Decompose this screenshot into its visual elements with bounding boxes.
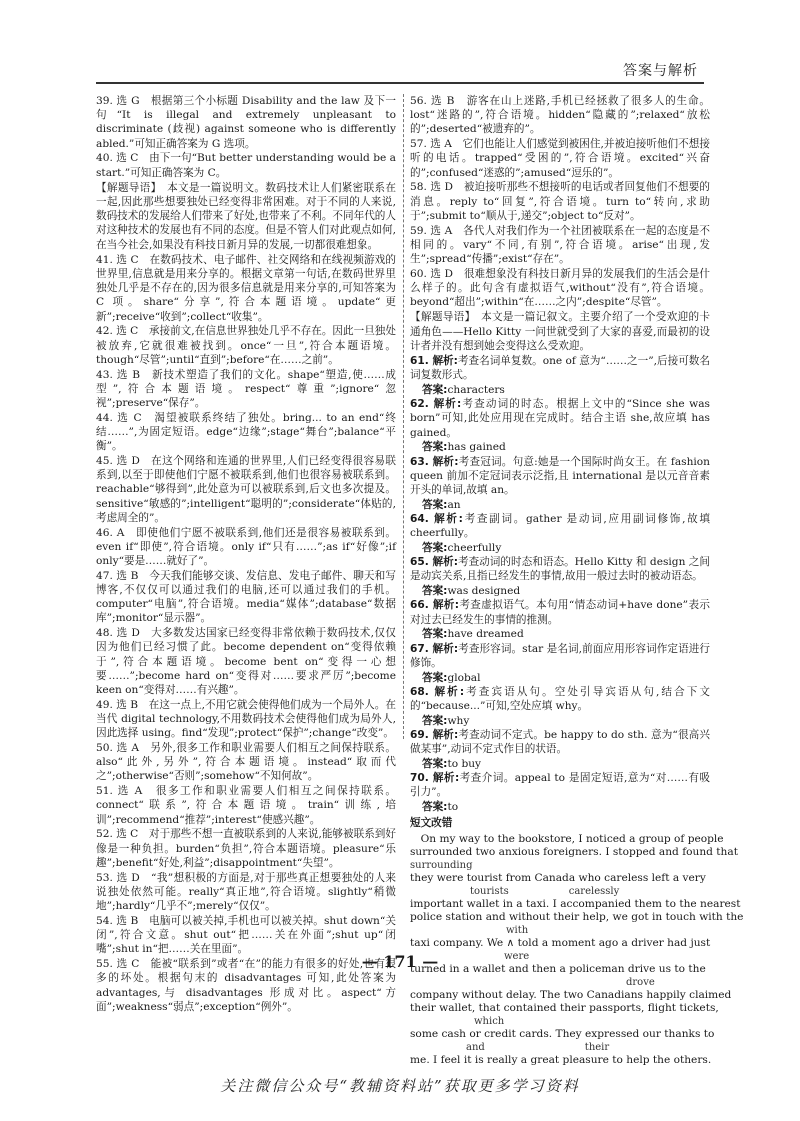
answer-block-62: 62. 解析:考查动词的时态。根据上文中的“Since she was born”可知,此处应用现在完成时。结合主语 she,故应填 has gained。 答案:has gained xyxy=(410,398,710,454)
answer-item-41: 41. 选 C 在数码技术、电子邮件、社交网络和在线视频游戏的世界里,信息就是用来分享的。根据文章第一句话,在数码世界里独处几乎是不存在的,因为很多信息就是用来分享的,可知答案为 C 项。share“分享”,符合本题语境。update“更新”;receive“收到”;collect“收集”。 xyxy=(96,253,396,323)
essay-line: some cash or credit cards. They expressed our thanks to xyxy=(410,1027,715,1040)
essay-correction-note: and their xyxy=(466,1041,610,1053)
answer-block-67: 67. 解析:考查形容词。star 是名词,前面应用形容词作定语进行修饰。 答案:global xyxy=(410,642,710,684)
answer-block-66: 66. 解析:考查虚拟语气。本句用“情态动词+have done”表示对过去已经发生的事情的推测。 答案:have dreamed xyxy=(410,599,711,641)
answer-item-46: 46. A 即使他们宁愿不被联系到,他们还是很容易被联系到。even if“即使”,符合语境。only if“只有……”;as if“好像”;if only“要是……就好了”。 xyxy=(96,526,396,568)
answer-item-47: 47. 选 B 今天我们能够交谈、发信息、发电子邮件、聊天和写博客,不仅仅可以通过我们的电脑,还可以通过我们的手机。computer“电脑”,符合语境。media“媒体”;database“数据库”;monitor“显示器”。 xyxy=(96,569,396,625)
answer-item-54: 54. 选 B 电脑可以被关掉,手机也可以被关掉。shut down“关闭”,符合文意。shut out“把……关在外面”;shut up“闭嘴”;shut in“把……关在里面”。 xyxy=(96,914,396,956)
essay-line: surrounded two anxious foreigners. I stopped and found that xyxy=(410,845,738,858)
answer-block-70: 70. 解析:考查介词。appeal to 是固定短语,意为“对……有吸引力”。 答案:to xyxy=(410,772,710,814)
answer-item-43: 43. 选 B 新技术塑造了我们的文化。shape“塑造,使……成型”,符合本题语境。respect“尊重”;ignore“忽视”;preserve“保存”。 xyxy=(96,368,396,410)
answer-item-40: 40. 选 C 由下一句“But better understanding would be a start.”可知正确答案为 C。 xyxy=(96,152,396,179)
answer-item-48: 48. 选 D 大多数发达国家已经变得非常依赖于数码技术,仅仅因为他们已经习惯了此。become dependent on“变得依赖于”,符合本题语境。become bent on“变得一心想要……”;become hard on“变得对……要求严厉”;become keen on“变得对……有兴趣”。 xyxy=(96,627,396,697)
answer-list xyxy=(410,354,710,814)
answer-item-59: 59. 选 A 各代人对我们作为一个社团被联系在一起的态度是不相同的。vary“不同,有别”,符合语境。arise“出现,发生”;spread“传播”;exist“存在”。 xyxy=(410,224,710,266)
essay-line: On my way to the bookstore, I noticed a group of people xyxy=(410,832,724,845)
essay-line: turned in a wallet and then a policeman drive us to the xyxy=(410,962,706,975)
answer-item-50: 50. 选 A 另外,很多工作和职业需要人们相互之间保持联系。also“此外,另外”,符合本题语境。instead“取而代之”;otherwise“否则”;somehow“不知何故”。 xyxy=(96,742,396,783)
left-column xyxy=(96,94,396,1015)
answer-item-58: 58. 选 D 被迫接听那些不想接听的电话或者回复他们不想要的消息。reply to“回复”,符合语境。turn to“转向,求助于”;submit to“顺从于,递交”;object to“反对”。 xyxy=(410,181,710,222)
essay-heading: 短文改错 xyxy=(410,817,453,830)
essay-correction-note: were xyxy=(504,950,530,962)
essay-correction-note: drove xyxy=(626,976,655,988)
essay-correction-note: surrounding xyxy=(410,859,473,871)
essay-line: taxi company. We ∧ told a moment ago a driver had just xyxy=(410,936,711,949)
header-title: 答案与解析 xyxy=(623,63,698,79)
answer-item-52: 52. 选 C 对于那些不想一直被联系到的人来说,能够被联系到好像是一种负担。burden“负担”,符合本题语境。pleasure“乐趣”;benefit“好处,利益”;disappointment“失望”。 xyxy=(96,828,396,869)
answer-item-39: 39. 选 G 根据第三个小标题 Disability and the law 及下一句“It is illegal and extremely unpleasant to discriminate (歧视) against someone who is differently abled.”可知正确答案为 G 选项。 xyxy=(96,95,396,150)
answer-block-63: 63. 解析:考查冠词。句意:她是一个国际时尚女王。在 fashion queen 前加不定冠词表示泛指,且 international 是以元音音素开头的单词,故填 an。 答案:an xyxy=(410,455,710,511)
answer-block-64: 64. 解析:考查副词。gather 是动词,应用副词修饰,故填 cheerfully。 答案:cheerfully xyxy=(410,513,710,555)
answer-item-57: 57. 选 A 它们也能让人们感觉到被困住,并被迫接听他们不想接听的电话。trapped“受困的”,符合语境。excited“兴奋的”;confused“迷惑的”;amused“逗乐的”。 xyxy=(410,138,710,179)
answer-item-55: 55. 选 C 能被“联系到”或者“在”的能力有很多的好处,也有很多的坏处。根据句末的 disadvantages 可知,此处答案为 advantages,与 disadvantages 形成对比。aspect“方面”;weakness“弱点”;exception“例外”。 xyxy=(96,958,396,1013)
page-header xyxy=(96,50,704,84)
answer-item-42: 42. 选 C 承接前文,在信息世界独处几乎不存在。因此一旦独处被放弃,它就很难被找到。once“一旦”,符合本题语境。though“尽管”;until“直到”;before“在……之前”。 xyxy=(96,325,396,366)
answer-item-51: 51. 选 A 很多工作和职业需要人们相互之间保持联系。connect“联系”,符合本题语境。train“训练,培训”;recommend“推荐”;interest“使感兴趣”。 xyxy=(96,785,396,826)
essay-correction-note: tourists carelessly xyxy=(470,885,620,897)
essay-correction-note: with xyxy=(506,924,529,936)
answer-block-68: 68. 解析:考查宾语从句。空处引导宾语从句,结合下文的“because...”可知,空处应填 why。 答案:why xyxy=(410,685,710,727)
page-number: — 171 — xyxy=(361,952,439,971)
answer-block-65: 65. 解析:考查动词的时态和语态。Hello Kitty 和 design 之间是动宾关系,且指已经发生的事情,故用一般过去时的被动语态。 答案:was designed xyxy=(410,556,710,598)
answer-item-44: 44. 选 C 渴望被联系终结了独处。bring... to an end“终结……”,为固定短语。edge“边缘”;stage“舞台”;balance“平衡”。 xyxy=(96,411,396,453)
essay-line: police station and without their help, we got in touch with the xyxy=(410,910,744,923)
essay-line: they were tourist from Canada who careless left a very xyxy=(410,871,706,884)
footer-note: 关注微信公众号“教辅资料站”获取更多学习资料 xyxy=(220,1077,580,1095)
answer-item-45: 45. 选 D 在这个网络和连通的世界里,人们已经变得很容易联系到,以至于即使他们宁愿不被联系到,他们也很容易被联系到。reachable“够得到”,此处意为可以被联系到,后文也多次提及。sensitive“敏感的”;intelligent“聪明的”;considerate“体贴的,考虑周全的”。 xyxy=(96,455,396,524)
answer-item-49: 49. 选 B 在这一点上,不用它就会使得他们成为一个局外人。在当代 digital technology,不用数码技术会使得他们成为局外人,因此选择 using。find“发现”;protect“保护”;change“改变”。 xyxy=(96,698,396,740)
essay-correction xyxy=(410,832,744,1067)
right-column xyxy=(410,94,744,1067)
answer-block-69: 69. 解析:考查动词不定式。be happy to do sth. 意为“很高兴做某事”,动词不定式作目的状语。 答案:to buy xyxy=(410,729,710,771)
answer-item-56: 56. 选 B 游客在山上迷路,手机已经拯救了很多人的生命。lost“迷路的”,符合语境。hidden“隐藏的”;relaxed“放松的”;deserted“被遗弃的”。 xyxy=(410,95,710,136)
essay-line: company without delay. The two Canadians happily claimed xyxy=(410,988,732,1001)
answer-item-53: 53. 选 D “我”想积极的方面是,对于那些真正想要独处的人来说独处依然可能。really“真正地”,符合语境。slightly“稍微地”;hardly“几乎不”;merely“仅仅”。 xyxy=(96,871,396,913)
essay-line: important wallet in a taxi. I accompanied them to the nearest xyxy=(410,897,741,910)
passage-intro-2: 【解题导语】 本文是一篇记叙文。主要介绍了一个受欢迎的卡通角色——Hello Kitty 一问世就受到了大家的喜爱,而最初的设计者并没有想到她会变得这么受欢迎。 xyxy=(410,311,710,352)
column-divider xyxy=(403,94,404,739)
passage-intro: 【解题导语】 本文是一篇说明文。数码技术让人们紧密联系在一起,因此那些想要独处已经变得非常困难。对于不同的人来说,数码技术的发展给人们带来了好处,也带来了不利。不同年代的人对这种技术的发展也有不同的态度。但是不管人们对此观点如何,在当今社会,如果没有科技日新月异的发展,一切都很难想象。 xyxy=(96,181,396,251)
essay-correction-note: which xyxy=(474,1015,505,1027)
essay-line: me. I feel it is really a great pleasure to help the others. xyxy=(410,1053,712,1066)
answer-block-61: 61. 解析:考查名词单复数。one of 意为“……之一”,后接可数名词复数形式。 答案:characters xyxy=(410,355,710,397)
essay-line: their wallet, that contained their passports, flight tickets, xyxy=(410,1001,719,1014)
answer-item-60: 60. 选 D 很难想象没有科技日新月异的发展我们的生活会是什么样子的。此句含有虚拟语气,without“没有”,符合语境。beyond“超出”;within“在……之内”;despite“尽管”。 xyxy=(410,267,710,309)
